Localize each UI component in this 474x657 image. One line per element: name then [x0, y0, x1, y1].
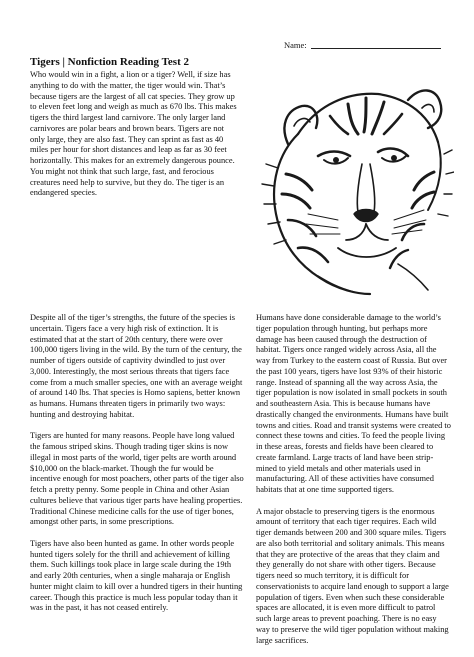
paragraph: Tigers are hunted for many reasons. People have long valued the famous striped skins. Though trading tiger skins is now illegal in most parts of the world, tiger pelts are worth around $10,000 on the black-market. Though the fur would be incentive enough for most poachers, other parts of the tiger also fetch a pretty penny. Some people in China and other Asian cultures believe that various tiger parts have healing properties. Traditional Chinese medicine calls for the use of tiger bones, amongst other parts, in some prescriptions. [30, 431, 244, 527]
tiger-illustration-icon [258, 64, 454, 300]
name-field[interactable] [284, 40, 441, 50]
paragraph: Despite all of the tiger’s strengths, the future of the species is uncertain. Tigers face a very high risk of extinction. It is estimated that at the start of 20th century, there were over 100,000 tigers living in the wild. By the turn of the century, the number of tigers outside of captivity dwindled to just over 3,000. Interestingly, the most serious threats that tigers face come from a much smaller species, one with an average weight of around 140 lbs. That species is Homo sapiens, better known as humans. Humans threaten tigers in primarily two ways: hunting and destroying habitat. [30, 313, 243, 419]
name-blank-line[interactable] [311, 48, 441, 49]
paragraph: A major obstacle to preserving tigers is the enormous amount of territory that each tiger requires. Each wild tiger demands between 200 and 300 square miles. Tigers are also both territorial and solitary animals. This means that they are protective of the areas that they claim and they generally do not share with other tigers. Because tigers need so much territory, it is difficult for conservationists to acquire land enough to support a large population of tigers. Even when such these considerable spaces are allocated, it is even more difficult to patrol such large areas to prevent poaching. There is no easy way to preserve the wild tiger population without making large sacrifices. [256, 506, 449, 645]
page-title: Tigers | Nonfiction Reading Test 2 [30, 56, 189, 68]
name-label: Name: [284, 40, 307, 50]
paragraph: Humans have done considerable damage to the world’s tiger population through hunting, but perhaps more damage has been caused through the destruction of habitat. Tigers once ranged widely across Asia, all the way from Turkey to the eastern coast of Russia. But over the past 100 years, tigers have lost 93% of their historic range. Instead of spanning all the way across Asia, the tiger population is now isolated in small pockets in south and southeastern Asia. This is because humans have drastically changed the environments. Humans have built towns and cities. Road and transit systems were created to connect these towns and cities. To feed the people living in these areas, forests and fields have been cleared to create farmland. Large tracts of land have been strip-mined to yield metals and other materials used in manufacturing. All of these activities have consumed habitats that at one time supported tigers. [256, 313, 451, 494]
intro-paragraph: Who would win in a fight, a lion or a tiger? Well, if size has anything to do with the matter, the tiger would win. That’s because tigers are the largest of all cat species. They grow up to eleven feet long and weigh as much as 670 lbs. This makes tigers the third largest land carnivore. The only larger land carnivores are polar bears and brown bears. Tigers are not only large, they are also fast. They can sprint as fast as 40 miles per hour for short distances and leap as far as 30 feet horizontally. This makes for an extremely dangerous pounce. You might not think that such large, fast, and ferocious creatures need help to survive, but they do. The tiger is an endangered species. [30, 70, 237, 198]
right-column [256, 313, 452, 657]
paragraph: Tigers have also been hunted as game. In other words people hunted tigers solely for the thrill and achievement of killing them. Such killings took place in large scale during the 19th and early 20th centuries, when a single maharaja or English hunter might claim to kill over a hundred tigers in their hunting career. Though this practice is much less popular today than it was in the past, it has not ceased entirely. [30, 538, 243, 613]
left-column [30, 313, 244, 625]
intro-column [30, 70, 237, 210]
